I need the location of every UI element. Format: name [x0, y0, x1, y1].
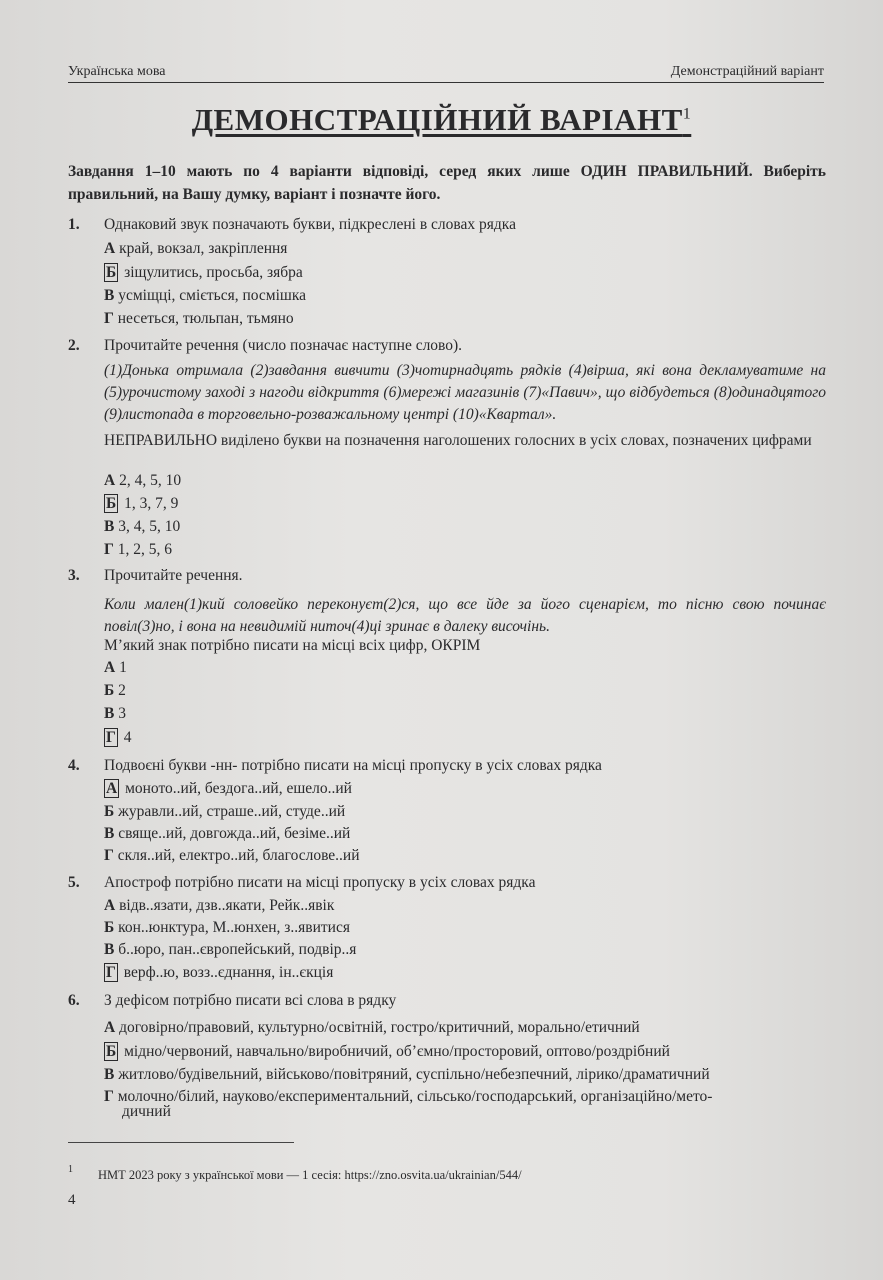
question-2-stem: Прочитайте речення (число позначає наступне слово).	[104, 337, 463, 354]
question-1-stem: Однаковий звук позначають букви, підкреслені в словах рядка	[104, 216, 516, 233]
option-text: моното..ий, бездога..ий, ешело..ий	[125, 780, 352, 797]
marked-answer-box: Б	[106, 264, 117, 281]
option-text: край, вокзал, закріплення	[119, 240, 288, 257]
page-title-text: ДЕМОНСТРАЦІЙНИЙ ВАРІАНТ	[191, 102, 683, 137]
footnote-mark: 1	[68, 1164, 73, 1175]
option-text: договірно/правовий, культурно/освітній, гостро/критичний, морально/етичний	[119, 1019, 640, 1036]
question-3-stem: Прочитайте речення.	[104, 567, 243, 584]
option-letter: А	[104, 897, 116, 914]
q4-option-d[interactable]	[104, 847, 360, 865]
option-text: журавли..ий, страше..ий, студе..ий	[118, 803, 346, 820]
option-text: верф..ю, возз..єднання, ін..єкція	[123, 964, 334, 981]
q1-option-b[interactable]	[104, 264, 303, 282]
option-text: свяще..ий, довгожда..ий, безіме..ий	[118, 825, 351, 842]
footnote-divider	[68, 1142, 294, 1143]
question-3-number: 3.	[68, 567, 80, 584]
header-variant: Демонстраційний варіант	[670, 64, 824, 79]
option-letter: В	[104, 825, 115, 842]
option-text: житлово/будівельний, військово/повітряний, суспільно/небезпечний, лірико/драматичний	[118, 1066, 710, 1083]
marked-answer-box: Г	[106, 964, 116, 981]
q3-option-b[interactable]	[104, 682, 126, 700]
q3-option-a[interactable]	[104, 659, 127, 677]
page-number: 4	[68, 1192, 76, 1208]
option-letter: Г	[104, 541, 114, 558]
option-letter: Б	[104, 919, 115, 936]
q3-option-c[interactable]	[104, 705, 126, 723]
option-letter: Г	[104, 847, 114, 864]
q1-option-c[interactable]	[104, 287, 306, 305]
option-text: молочно/білий, науково/експериментальний, сільсько/господарський, організаційно/мето-	[117, 1088, 713, 1105]
option-letter: Б	[104, 803, 115, 820]
option-letter: Г	[104, 1088, 114, 1105]
option-letter: Б	[104, 682, 115, 699]
q6-option-d-continuation: дичний	[122, 1103, 171, 1120]
q2-option-a[interactable]	[104, 472, 181, 490]
header-subject: Українська мова	[68, 64, 166, 79]
question-4-number: 4.	[68, 757, 80, 774]
q5-option-c[interactable]	[104, 941, 356, 959]
option-text: 2	[118, 682, 126, 699]
option-text: усміщці, сміється, посмішка	[118, 287, 307, 304]
option-letter: В	[104, 1066, 115, 1083]
marked-answer-box: Г	[106, 729, 116, 746]
question-6-stem: З дефісом потрібно писати всі слова в рядку	[104, 992, 397, 1009]
option-letter: А	[104, 1019, 116, 1036]
option-text: 3	[118, 705, 126, 722]
q5-option-b[interactable]	[104, 919, 350, 937]
q6-option-a[interactable]	[104, 1019, 640, 1037]
page-title	[0, 102, 883, 138]
option-letter: В	[104, 705, 115, 722]
option-letter: Г	[104, 310, 114, 327]
question-3-prompt: М’який знак потрібно писати на місці всіх цифр, ОКРІМ	[104, 637, 481, 654]
title-footnote-mark: 1	[682, 105, 692, 123]
option-text: мідно/червоний, навчально/виробничий, об’ємно/просторовий, оптово/роздрібний	[124, 1043, 670, 1060]
option-text: 1	[119, 659, 127, 676]
option-text: кон..юнктура, М..юнхен, з..явитися	[118, 919, 350, 936]
footnote-text: НМТ 2023 року з української мови — 1 сесія: https://zno.osvita.ua/ukrainian/544/	[98, 1168, 522, 1182]
q4-option-a[interactable]	[104, 780, 352, 798]
question-4-stem: Подвоєні букви -нн- потрібно писати на місці пропуску в усіх словах рядка	[104, 757, 602, 774]
q2-option-b[interactable]	[104, 495, 178, 513]
running-header	[68, 62, 824, 83]
q6-option-b[interactable]	[104, 1043, 670, 1061]
question-2-passage: (1)Донька отримала (2)завдання вивчити (3)чотирнадцять рядків (4)вірша, які вона декламуватиме на (5)урочистому заході з нагоди відкриття (6)мережі магазинів (7)«Павич», що відбудеться (8)одинадцятого (9)листопада в торговельно-розважальному центрі (10)«Квартал».	[104, 362, 826, 423]
option-text: 2, 4, 5, 10	[119, 472, 182, 489]
q2-option-c[interactable]	[104, 518, 180, 536]
option-letter: В	[104, 518, 115, 535]
question-3-passage: Коли мален(1)кий соловейко переконуєт(2)ся, що все йде за його сценарієм, то пісню свою починає повіл(3)но, і вона на невидимій ниточ(4)ці зринає в далеку височінь.	[104, 596, 826, 635]
q4-option-b[interactable]	[104, 803, 345, 821]
option-text: 3, 4, 5, 10	[118, 518, 181, 535]
option-letter: А	[104, 240, 116, 257]
marked-answer-box: А	[106, 780, 118, 797]
option-text: несеться, тюльпан, тьмяно	[117, 310, 294, 327]
option-letter: А	[104, 659, 116, 676]
option-letter: А	[104, 472, 116, 489]
option-text: скля..ий, електро..ий, благослове..ий	[117, 847, 360, 864]
option-text: 4	[123, 729, 132, 746]
question-5-number: 5.	[68, 874, 80, 891]
question-2-prompt: НЕПРАВИЛЬНО виділено букви на позначення наголошених голосних в усіх словах, позначених цифрами	[104, 432, 812, 449]
question-6-number: 6.	[68, 992, 80, 1009]
option-letter: В	[104, 941, 115, 958]
question-2-number: 2.	[68, 337, 80, 354]
option-text: 1, 2, 5, 6	[117, 541, 172, 558]
marked-answer-box: Б	[106, 495, 117, 512]
option-text: зіщулитись, просьба, зябра	[124, 264, 303, 281]
q6-option-c[interactable]	[104, 1066, 710, 1084]
marked-answer-box: Б	[106, 1043, 117, 1060]
q3-option-d[interactable]	[104, 729, 132, 747]
option-text: б..юро, пан..європейський, подвір..я	[118, 941, 357, 958]
option-letter: В	[104, 287, 115, 304]
q1-option-d[interactable]	[104, 310, 294, 328]
q5-option-d[interactable]	[104, 964, 333, 982]
option-text: відв..язати, дзв..якати, Рейк..явік	[119, 897, 335, 914]
q1-option-a[interactable]	[104, 240, 287, 258]
question-1-number: 1.	[68, 216, 80, 233]
q6-option-d[interactable]	[104, 1088, 712, 1106]
q4-option-c[interactable]	[104, 825, 350, 843]
instructions: Завдання 1–10 мають по 4 варіанти відповіді, серед яких лише ОДИН ПРАВИЛЬНИЙ. Виберіть правильний, на Вашу думку, варіант і позначте його.	[68, 163, 826, 203]
question-5-stem: Апостроф потрібно писати на місці пропуску в усіх словах рядка	[104, 874, 536, 891]
q5-option-a[interactable]	[104, 897, 334, 915]
q2-option-d[interactable]	[104, 541, 172, 559]
option-text: 1, 3, 7, 9	[124, 495, 179, 512]
